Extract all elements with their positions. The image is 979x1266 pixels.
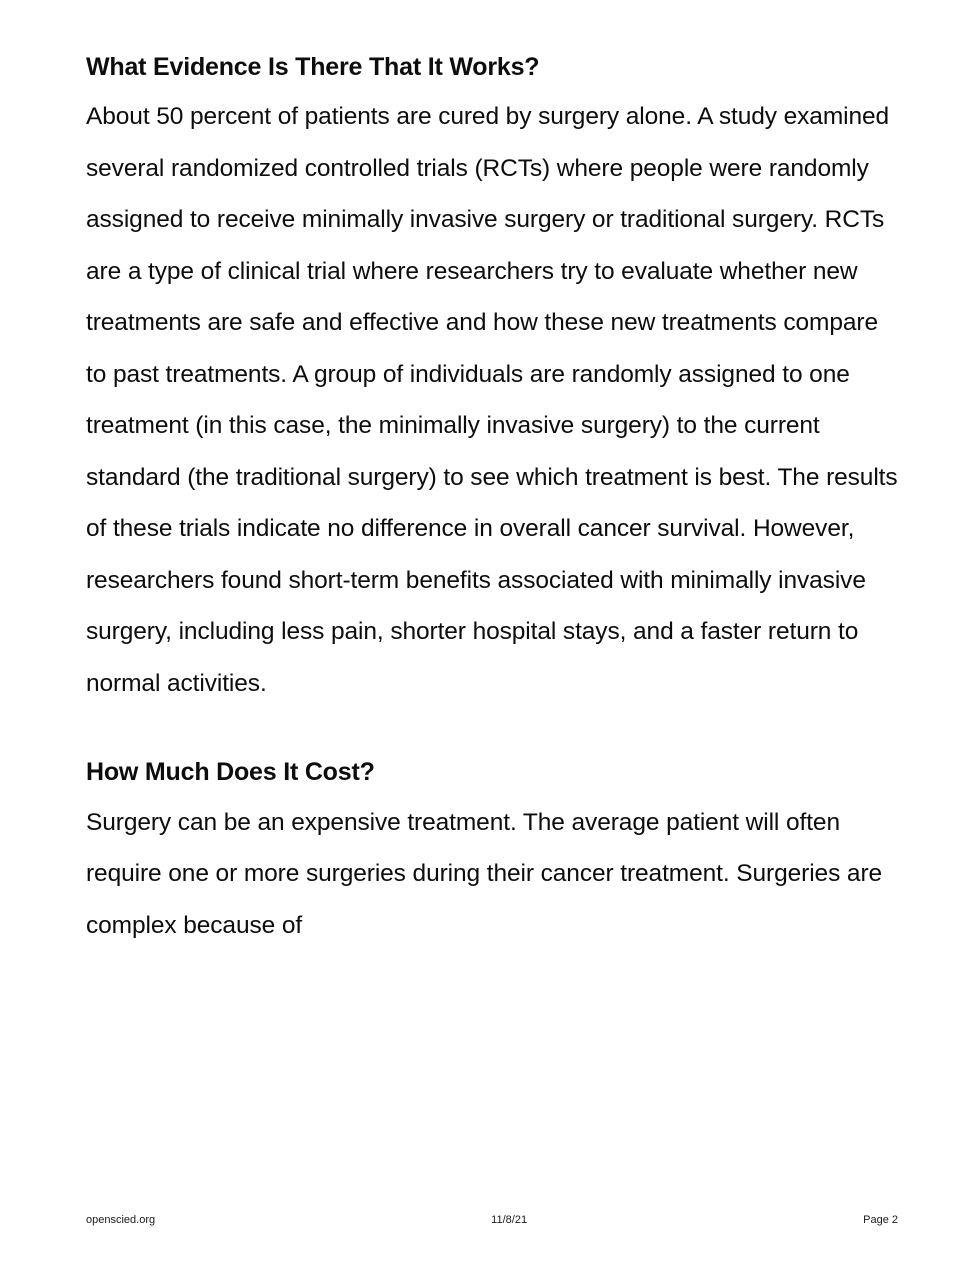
footer-page-number: Page 2: [863, 1214, 898, 1226]
section-spacer: [86, 709, 898, 757]
section-heading-cost: How Much Does It Cost?: [86, 758, 375, 787]
section-paragraph-evidence: About 50 percent of patients are cured by surgery alone. A study examined several randomized controlled trials (RCTs) where people were randomly assigned to receive minimally invasive surgery or traditional surgery. RCTs are a type of clinical trial where researchers try to evaluate whether new treatments are safe and effective and how these new treatments compare to past treatments. A group of individuals are randomly assigned to one treatment (in this case, the minimally invasive surgery) to the current standard (the traditional surgery) to see which treatment is best. The results of these trials indicate no difference in overall cancer survival. However, researchers found short-term benefits associated with minimally invasive surgery, including less pain, shorter hospital stays, and a faster return to normal activities.: [86, 103, 898, 697]
page-footer: [86, 1210, 898, 1230]
footer-date: 11/8/21: [491, 1214, 528, 1226]
document-content: [86, 52, 898, 951]
section-heading-evidence: What Evidence Is There That It Works?: [86, 53, 540, 81]
section-paragraph-cost: Surgery can be an expensive treatment. The average patient will often require one or more surgeries during their cancer treatment. Surgeries are complex because of: [86, 808, 883, 939]
section-cost: [86, 757, 898, 951]
footer-source: openscied.org: [86, 1214, 156, 1226]
section-evidence: [86, 52, 898, 709]
